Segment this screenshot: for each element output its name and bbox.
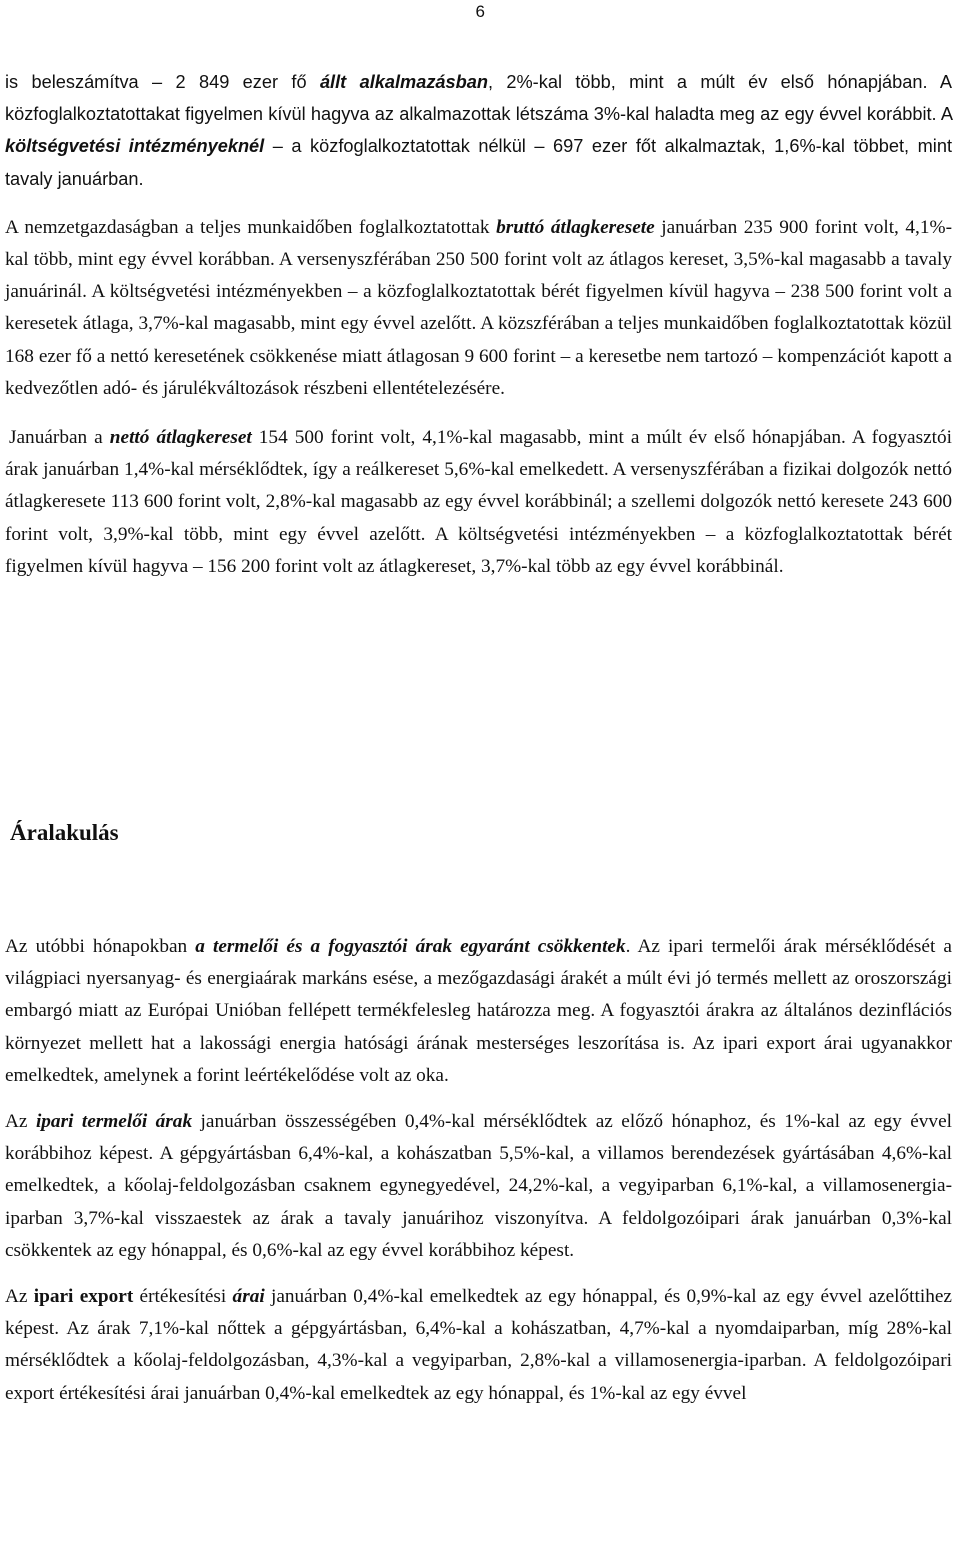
- emphasis-employed: állt alkalmazásban: [319, 72, 488, 92]
- section-prices: [5, 931, 952, 1410]
- paragraph-industrial-producer-prices: Az ipari termelői árak januárban összességében 0,4%-kal mérséklődtek az előző hónaphoz, és 1%-kal az egy évvel korábbihoz képest. A gépgyártásban 6,4%-kal, a kohászatban 5,5%-kal, a villamos berendezések gyártásában 4,6%-kal emelkedtek, a kőolaj-feldolgozásban csaknem egynegyedével, 24,2%-kal, a vegyiparban 6,1%-kal, a villamosenergia-iparban 3,7%-kal visszaestek az árak a tavaly januárihoz viszonyítva. A feldolgozóipari árak januárban 0,3%-kal csökkentek az egy hónappal, és 0,6%-kal az egy évvel korábbihoz képest.: [5, 1111, 952, 1261]
- section-employment-wages: [5, 66, 952, 583]
- emphasis-prices-decrease: a termelői és a fogyasztói árak egyaránt csökkentek: [195, 936, 626, 957]
- paragraph-gross-earnings: A nemzetgazdaságban a teljes munkaidőben foglalkoztatottak bruttó átlagkeresete januárban 235 900 forint volt, 4,1%-kal több, mint egy évvel korábban. A versenyszférában 250 500 forint volt az átlagos kereset, 3,5%-kal magasabb a tavaly januárinál. A költségvetési intézményekben – a közfoglalkoztatottak bérét figyelmen kívül hagyva – 238 500 forint volt a keresetek átlaga, 3,7%-kal magasabb, mint egy évvel azelőtt. A közszférában a teljes munkaidőben foglalkoztatottak közül 168 ezer fő a nettó keresetének csökkenése miatt átlagosan 9 600 forint – a keresetbe nem tartozó – kompenzációt kapott a kedvezőtlen adó- és járulékváltozások részbeni ellentételezésére.: [5, 216, 952, 399]
- emphasis-gross-average: bruttó átlagkeresete: [496, 216, 655, 238]
- emphasis-industrial-export: ipari export: [33, 1286, 134, 1308]
- emphasis-industrial-producer-prices: ipari termelői árak: [35, 1111, 193, 1133]
- emphasis-net-average: nettó átlagkereset: [109, 427, 252, 449]
- paragraph-employment: is beleszámítva – 2 849 ezer fő állt alkalmazásban, 2%-kal több, mint a múlt év első hónapjában. A közfoglalkoztatottakat figyelmen kívül hagyva az alkalmazottak létszáma 3%-kal haladta meg az egy évvel korábbit. A költségvetési intézményeknél – a közfoglalkoztatottak nélkül – 697 ezer főt alkalmaztak, 1,6%-kal többet, mint tavaly januárban.: [5, 72, 952, 189]
- paragraph-net-earnings: Januárban a nettó átlagkereset 154 500 forint volt, 4,1%-kal magasabb, mint a múlt év első hónapjában. A fogyasztói árak januárban 1,4%-kal mérséklődtek, így a reálkereset 5,6%-kal emelkedett. A versenyszférában a fizikai dolgozók nettó átlagkeresete 113 600 forint volt, 2,8%-kal magasabb az egy évvel korábbinál; a szellemi dolgozók nettó keresete 243 600 forint volt, 3,9%-kal több, mint egy évvel azelőtt. A költségvetési intézményekben – a közfoglalkoztatottak bérét figyelmen kívül hagyva – 156 200 forint volt az átlagkereset, 3,7%-kal több az egy évvel korábbinál.: [5, 427, 952, 577]
- emphasis-budget-institutions: költségvetési intézményeknél: [5, 136, 265, 157]
- emphasis-prices: árai: [232, 1286, 265, 1308]
- section-heading-prices: Áralakulás: [10, 820, 119, 845]
- paragraph-industrial-export-prices: Az ipari export értékesítési árai januárban 0,4%-kal emelkedtek az egy hónappal, és 0,9%-kal az egy évvel azelőttihez képest. Az árak 7,1%-kal nőttek a gépgyártásban, 6,4%-kal a kohászatban, 4,7%-kal a nyomdaiparban, míg 28%-kal mérséklődtek a kőolaj-feldolgozásban, 4,3%-kal a vegyiparban, 2,8%-kal a villamosenergia-iparban. A feldolgozóipari export értékesítési árai januárban 0,4%-kal emelkedtek az egy hónappal, és 1%-kal az egy évvel: [5, 1286, 952, 1404]
- paragraph-prices-overview: Az utóbbi hónapokban a termelői és a fogyasztói árak egyaránt csökkentek. Az ipari termelői árak mérséklődését a világpiaci nyersanyag- és energiaárak markáns esése, a mezőgazdasági árakét a múlt évi jó termés mellett az oroszországi embargó miatt az Európai Unióban fellépett termékfelesleg határozza meg. A fogyasztói árakra az általános dezinflációs környezet mellett hat a lakossági energia hatósági árának mesterséges leszorítása is. Az ipari export árai ugyanakkor emelkedtek, amelynek a forint leértékelődése volt az oka.: [5, 936, 952, 1086]
- page-number: 6: [475, 2, 485, 21]
